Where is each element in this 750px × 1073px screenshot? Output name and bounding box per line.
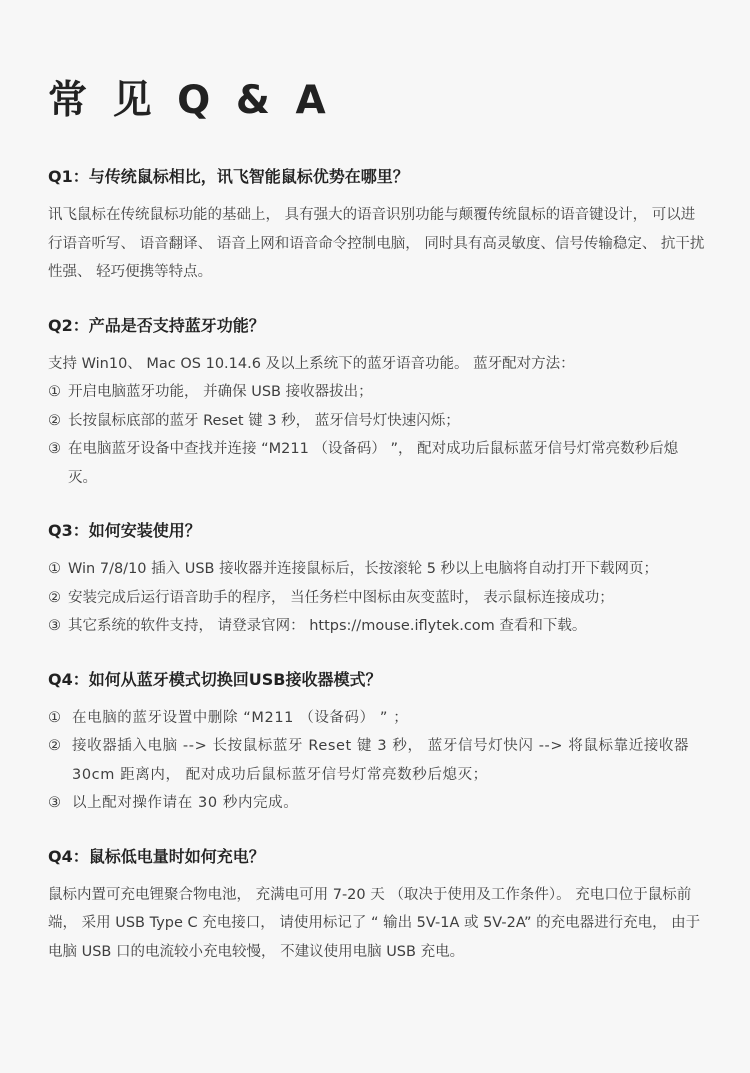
list-item (48, 435, 706, 492)
item-number: ② (48, 738, 61, 754)
item-number: ① (48, 561, 61, 577)
list-item (48, 704, 706, 733)
item-text: 长按鼠标底部的蓝牙 Reset 键 3 秒， 蓝牙信号灯快速闪烁； (68, 412, 460, 429)
faq-section-q2 (48, 314, 706, 493)
answer-paragraph: 讯飞鼠标在传统鼠标功能的基础上， 具有强大的语音识别功能与颠覆传统鼠标的语音键设计， 可以进行语音听写、 语音翻译、 语音上网和语音命令控制电脑， 同时具有高灵敏度、信号传输稳定、 抗干扰性强、 轻巧便携等特点。 (48, 207, 705, 280)
item-number: ② (48, 412, 61, 429)
item-text: Win 7/8/10 插入 USB 接收器并连接鼠标后，长按滚轮 5 秒以上电脑将自动打开下载网页； (68, 561, 659, 577)
item-number: ③ (48, 618, 61, 634)
faq-section-q1 (48, 165, 706, 287)
question-heading: Q2：产品是否支持蓝牙功能？ (48, 315, 265, 335)
item-text: 接收器插入电脑 --> 长按鼠标蓝牙 Reset 键 3 秒， 蓝牙信号灯快闪 --> 将鼠标靠近接收器 30cm 距离内， 配对成功后鼠标蓝牙信号灯常亮数秒后熄灭； (72, 738, 690, 783)
item-text: 在电脑的蓝牙设置中删除 “M211 （设备码） ” ； (72, 709, 409, 726)
list-item (48, 407, 706, 436)
question-heading: Q4：鼠标低电量时如何充电？ (48, 846, 265, 866)
item-number: ② (48, 589, 61, 606)
question-heading: Q1：与传统鼠标相比，讯飞智能鼠标优势在哪里？ (48, 167, 409, 186)
item-text: 安装完成后运行语音助手的程序， 当任务栏中图标由灰变蓝时， 表示鼠标连接成功； (68, 589, 614, 606)
item-text: 以上配对操作请在 30 秒内完成。 (72, 795, 299, 811)
question-heading: Q3：如何安装使用？ (48, 521, 201, 540)
list-item (48, 612, 706, 641)
faq-section-q4-charging (48, 845, 706, 967)
list-item (48, 584, 706, 613)
list-item (48, 789, 706, 818)
item-number: ① (48, 384, 61, 400)
item-text: 其它系统的软件支持， 请登录官网： https://mouse.iflytek.com 查看和下载。 (68, 618, 587, 634)
faq-section-q3 (48, 519, 706, 641)
list-item (48, 378, 706, 407)
item-number: ① (48, 709, 61, 726)
question-heading: Q4：如何从蓝牙模式切换回USB接收器模式？ (48, 669, 382, 689)
page-title: 常 见 Q & A (48, 78, 332, 123)
answer-paragraph: 鼠标内置可充电锂聚合物电池， 充满电可用 7-20 天 （取决于使用及工作条件）。 充电口位于鼠标前端， 采用 USB Type C 充电接口， 请使用标记了 “ 输出 5V-1A 或 5V-2A” 的充电器进行充电， 由于电脑 USB 口的电流较小充电较慢， 不建议使用电脑 USB 充电。 (48, 886, 701, 960)
item-number: ③ (48, 795, 61, 811)
faq-section-q4-switch (48, 668, 706, 818)
item-text: 开启电脑蓝牙功能， 并确保 USB 接收器拔出； (68, 384, 373, 400)
list-item (48, 732, 706, 789)
item-number: ③ (48, 441, 61, 457)
list-item (48, 555, 706, 584)
answer-intro: 支持 Win10、 Mac OS 10.14.6 及以上系统下的蓝牙语音功能。 蓝牙配对方法： (48, 355, 575, 372)
item-text: 在电脑蓝牙设备中查找并连接 “M211 （设备码） ”， 配对成功后鼠标蓝牙信号灯常亮数秒后熄灭。 (68, 441, 679, 486)
